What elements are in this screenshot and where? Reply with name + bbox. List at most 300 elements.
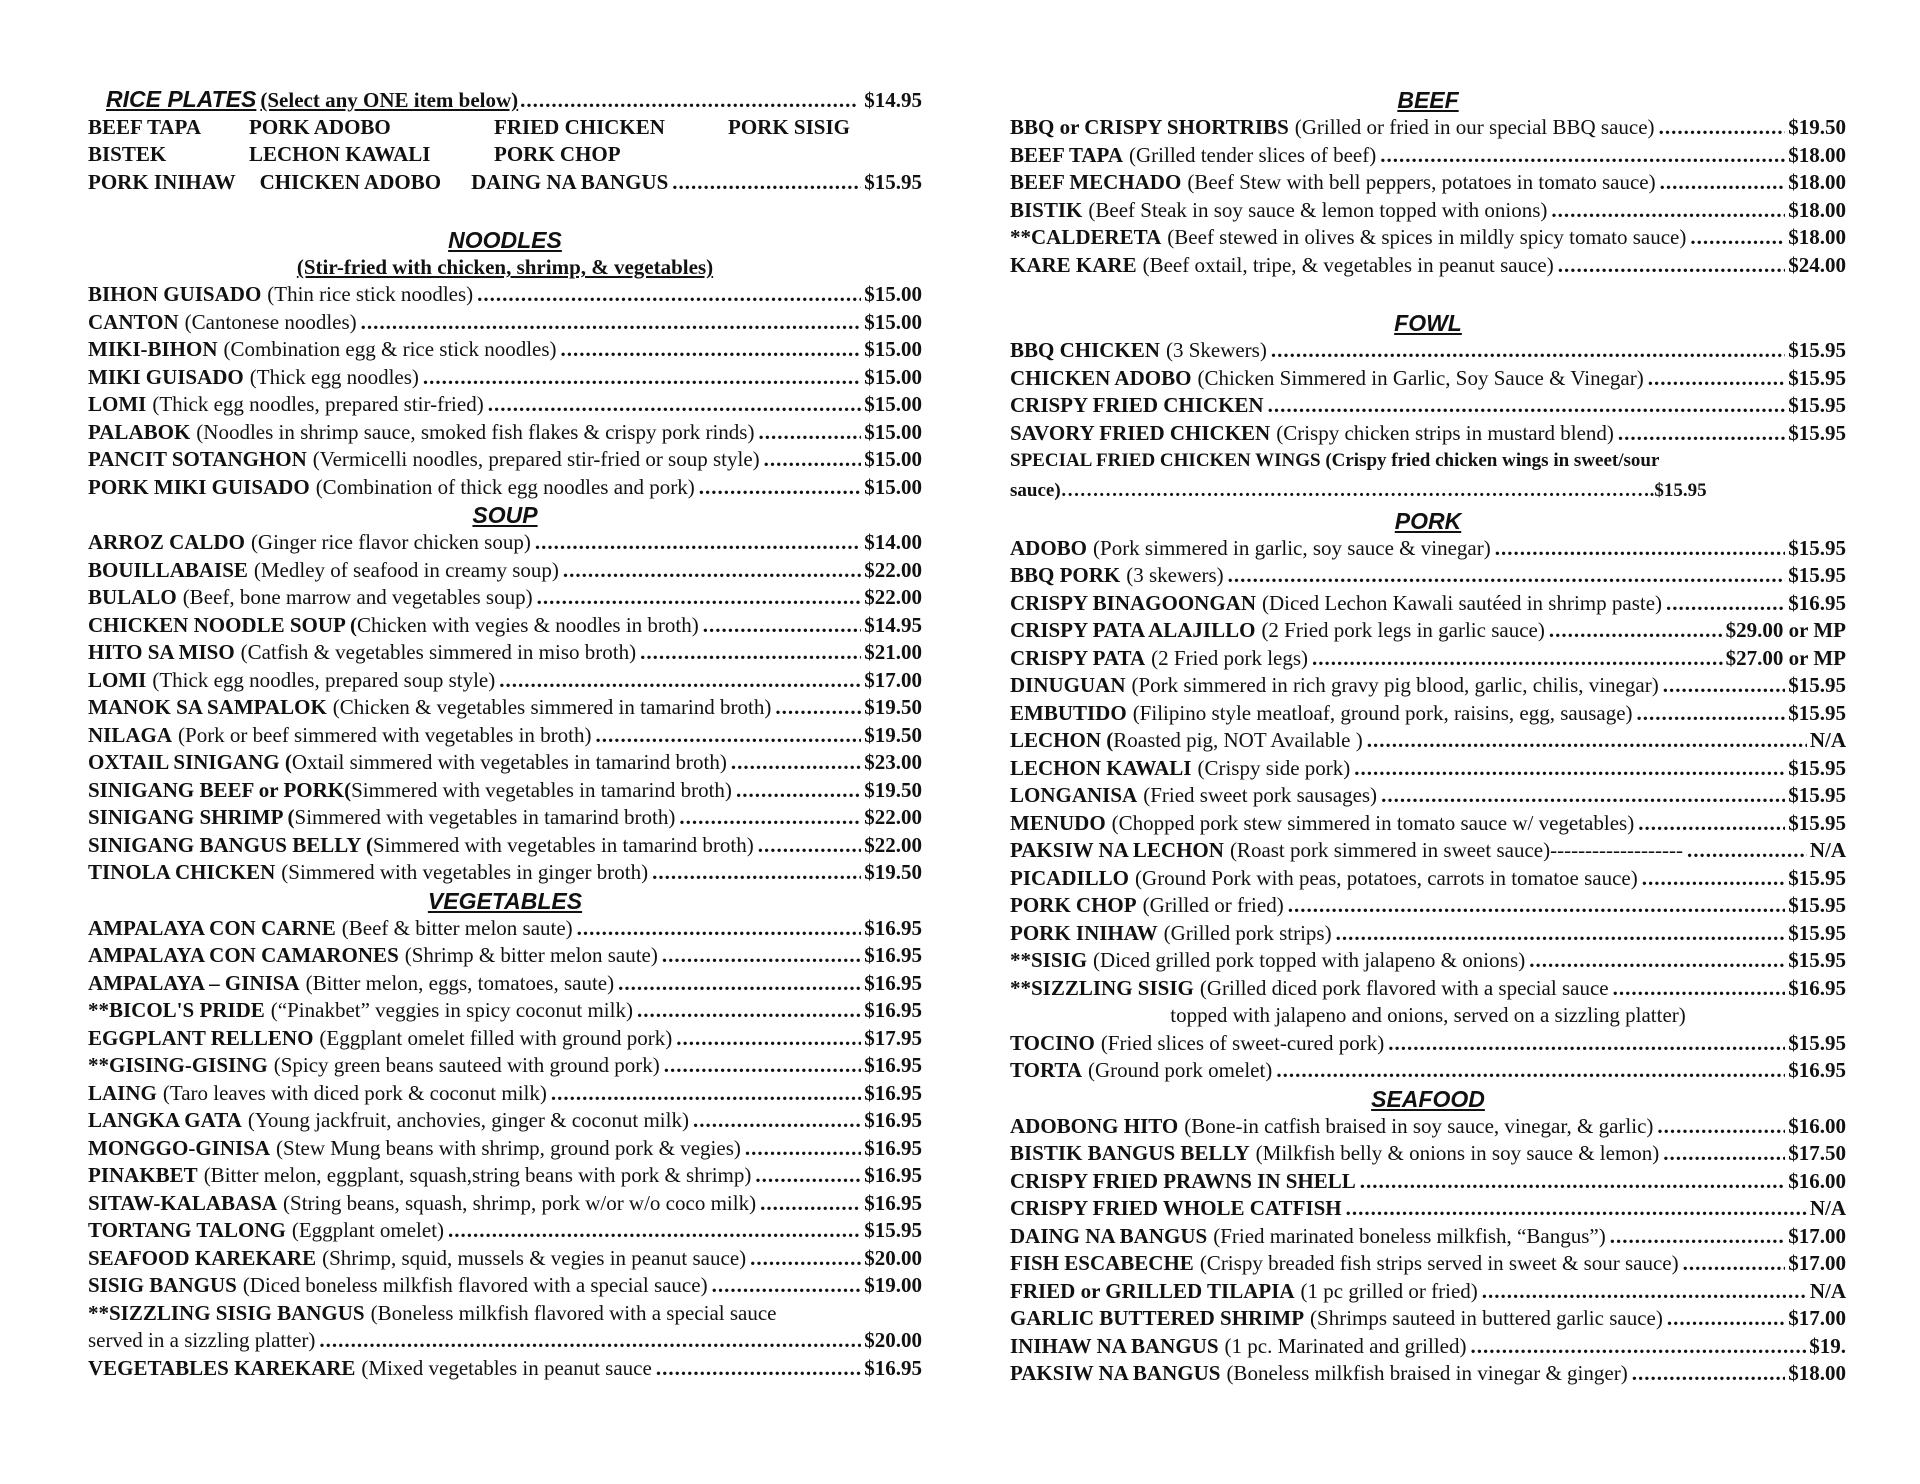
wings-line-1: SPECIAL FRIED CHICKEN WINGS (Crispy fried chicken wings in sweet/sour — [1010, 450, 1660, 471]
item-price: N/A — [1809, 1196, 1846, 1220]
item-price: $15.00 — [864, 419, 922, 444]
item-desc: (Medley of seafood in creamy soup) — [253, 557, 559, 582]
item-name: SINIGANG SHRIMP ( — [88, 805, 295, 829]
item-price: $16.95 — [864, 970, 922, 995]
menu-item — [88, 832, 922, 860]
item-desc: (Chopped pork stew simmered in tomato sauce w/ vegetables) — [1111, 810, 1635, 835]
item-name: **BICOL'S PRIDE — [88, 998, 265, 1022]
rice-option: DAING NA BANGUS — [471, 169, 669, 194]
item-desc: (Bitter melon, eggs, tomatoes, saute) — [305, 970, 615, 995]
item-desc: (1 pc grilled or fried) — [1300, 1278, 1478, 1303]
item-desc: (Bone-in catfish braised in soy sauce, vinegar, & garlic) — [1184, 1113, 1654, 1138]
noodles-heading: NOODLES — [448, 227, 562, 253]
item-desc: (Boneless milkfish flavored with a special sauce — [370, 1300, 777, 1325]
menu-item — [1010, 947, 1846, 975]
noodles-subtitle: (Stir-fried with chicken, shrimp, & vegetables) — [296, 255, 714, 279]
menu-item — [1010, 590, 1846, 618]
menu-item — [1010, 1305, 1846, 1333]
fowl-list — [1010, 337, 1846, 447]
item-name: SEAFOOD KAREKARE — [88, 1245, 317, 1270]
item-name: SAVORY FRIED CHICKEN — [1010, 420, 1271, 445]
item-name: DAING NA BANGUS — [1010, 1223, 1208, 1248]
item-name: PINAKBET — [88, 1163, 198, 1187]
item-desc: (Beef Stew with bell peppers, potatoes in tomato sauce) — [1187, 170, 1656, 194]
menu-item — [1010, 420, 1846, 448]
item-name: LANGKA GATA — [88, 1108, 242, 1132]
item-price: $17.00 — [1788, 1306, 1846, 1330]
soup-list — [88, 529, 922, 887]
item-desc: (Vermicelli noodles, prepared stir-fried or soup style) — [312, 447, 760, 471]
menu-item — [1010, 1113, 1846, 1141]
item-price: $16.95 — [864, 1108, 922, 1132]
item-name: CRISPY PATA — [1010, 645, 1146, 670]
menu-item — [88, 1135, 922, 1163]
item-desc: (“Pinakbet” veggies in spicy coconut milk) — [270, 998, 633, 1022]
menu-item-continued — [88, 1327, 922, 1355]
item-price: $15.95 — [1788, 865, 1846, 890]
menu-item — [88, 309, 922, 337]
item-desc: (Beef stewed in olives & spices in mildly spicy tomato sauce) — [1167, 225, 1687, 249]
item-name: BBQ or CRISPY SHORTRIBS — [1010, 115, 1289, 139]
item-price: $27.00 or MP — [1725, 645, 1846, 670]
item-desc: (Beef & bitter melon saute) — [341, 915, 573, 940]
menu-item — [88, 1052, 922, 1080]
wings-line-2 — [1010, 475, 1846, 507]
item-name: AMPALAYA – GINISA — [88, 970, 300, 995]
menu-item — [1010, 1057, 1846, 1085]
item-desc: (Pork or beef simmered with vegetables in broth) — [178, 722, 592, 747]
item-price: $22.00 — [864, 805, 922, 829]
item-price: $14.00 — [864, 530, 922, 554]
item-desc: (Thin rice stick noodles) — [267, 282, 474, 306]
item-desc: (Simmered with vegetables in ginger broth) — [281, 860, 649, 884]
item-desc: (Beef Steak in soy sauce & lemon topped with onions) — [1088, 197, 1548, 222]
item-price: $16.00 — [1788, 1168, 1846, 1193]
item-desc: (Crispy chicken strips in mustard blend) — [1276, 420, 1614, 445]
item-price: $19.50 — [864, 722, 922, 747]
menu-item — [88, 639, 922, 667]
menu-item — [88, 942, 922, 970]
menu-item — [88, 749, 922, 777]
item-price: $18.00 — [1788, 1361, 1846, 1385]
menu-item — [88, 970, 922, 998]
item-name: GARLIC BUTTERED SHRIMP — [1010, 1306, 1305, 1330]
menu-item — [1010, 252, 1846, 280]
item-price: $20.00 — [864, 1245, 922, 1270]
item-desc: (Grilled or fried) — [1142, 893, 1284, 917]
rice-plates-line-2 — [88, 141, 922, 169]
item-desc: Simmered with vegetables in tamarind broth) — [372, 832, 754, 857]
item-desc: (Thick egg noodles, prepared soup style) — [152, 667, 496, 692]
item-price: $15.95 — [1788, 783, 1846, 807]
item-price: $15.95 — [1788, 893, 1846, 917]
item-desc: (Chicken & vegetables simmered in tamarind broth) — [332, 695, 772, 719]
item-name: ARROZ CALDO — [88, 530, 245, 554]
item-price: $15.95 — [1788, 365, 1846, 390]
item-price: $16.95 — [864, 1053, 922, 1077]
item-desc: (Grilled pork strips) — [1163, 920, 1332, 945]
menu-item — [88, 612, 922, 640]
menu-item — [1010, 169, 1846, 197]
item-name: SITAW-KALABASA — [88, 1190, 278, 1215]
item-name: BISTIK BANGUS BELLY — [1010, 1141, 1250, 1165]
menu-item — [1010, 755, 1846, 783]
item-name: ADOBONG HITO — [1010, 1113, 1179, 1138]
vegetables-list — [88, 915, 922, 1300]
item-price: $15.95 — [1788, 948, 1846, 972]
item-price: $22.00 — [864, 585, 922, 609]
item-desc: (Grilled or fried in our special BBQ sauce) — [1294, 115, 1655, 139]
menu-item — [88, 336, 922, 364]
item-price: $15.95 — [1788, 700, 1846, 725]
item-price: $16.95 — [864, 1163, 922, 1187]
item-desc: (Fried marinated boneless milkfish, “Bangus”) — [1213, 1223, 1606, 1248]
rice-option: BISTEK — [88, 142, 167, 166]
item-desc: Oxtail simmered with vegetables in tamarind broth) — [291, 750, 727, 774]
item-desc: (Bitter melon, eggplant, squash,string beans with pork & shrimp) — [203, 1163, 752, 1187]
item-name: MONGGO-GINISA — [88, 1135, 271, 1160]
item-name: PICADILLO — [1010, 865, 1130, 890]
rice-option: LECHON KAWALI — [249, 142, 431, 166]
item-price: $15.95 — [1788, 338, 1846, 362]
item-name: **SISIG — [1010, 948, 1088, 972]
rice-plates-heading — [88, 86, 922, 114]
item-price: $15.00 — [864, 474, 922, 499]
menu-item — [1010, 392, 1846, 420]
item-desc: (Thick egg noodles) — [249, 364, 419, 389]
item-name: LECHON KAWALI — [1010, 755, 1192, 780]
item-desc: (Crispy side pork) — [1197, 755, 1351, 780]
rice-option: PORK INIHAW — [88, 169, 236, 194]
item-price: $16.95 — [864, 943, 922, 967]
rice-plates-line-1 — [88, 114, 922, 142]
pork-heading: PORK — [1394, 507, 1462, 534]
item-price: $18.00 — [1788, 142, 1846, 167]
item-desc: (Boneless milkfish braised in vinegar & ginger) — [1226, 1361, 1628, 1385]
noodles-list — [88, 281, 922, 501]
item-price: $16.95 — [864, 998, 922, 1022]
item-price: $17.00 — [864, 667, 922, 692]
menu-item — [88, 1217, 922, 1245]
menu-item — [88, 915, 922, 943]
seafood-heading: SEAFOOD — [1371, 1085, 1485, 1112]
item-name: LOMI — [88, 392, 147, 416]
item-desc: (2 Fried pork legs) — [1151, 645, 1309, 670]
rice-option: CHICKEN ADOBO — [259, 169, 442, 194]
item-name: PORK MIKI GUISADO — [88, 474, 310, 499]
item-name: PAKSIW NA BANGUS — [1010, 1361, 1221, 1385]
menu-item — [1010, 1278, 1846, 1306]
item-price: $15.95 — [1788, 535, 1846, 560]
item-desc: (Grilled diced pork flavored with a special sauce — [1199, 975, 1609, 1000]
item-name: MIKI-BIHON — [88, 337, 218, 361]
menu-item — [1010, 672, 1846, 700]
item-desc: (Ground pork omelet) — [1088, 1058, 1273, 1082]
item-name: CANTON — [88, 309, 179, 334]
menu-item — [1010, 1250, 1846, 1278]
menu-item — [1010, 700, 1846, 728]
item-name: **GISING-GISING — [88, 1053, 268, 1077]
menu-item — [88, 557, 922, 585]
menu-item — [88, 446, 922, 474]
item-name: LAING — [88, 1080, 157, 1105]
item-price: $16.95 — [864, 1355, 922, 1380]
item-name: BBQ PORK — [1010, 563, 1121, 587]
seafood-list — [1010, 1113, 1846, 1388]
item-name: CHICKEN ADOBO — [1010, 365, 1192, 390]
menu-item — [88, 997, 922, 1025]
menu-item — [1010, 810, 1846, 838]
item-name: CRISPY FRIED CHICKEN — [1010, 393, 1264, 417]
menu-item — [1010, 337, 1846, 365]
item-desc: (Cantonese noodles) — [184, 309, 357, 334]
item-price: $15.95 — [1788, 393, 1846, 417]
item-price: $15.00 — [864, 337, 922, 361]
rice-plates-line-3-price: $15.95 — [864, 169, 922, 194]
item-price: $15.95 — [864, 1218, 922, 1242]
item-name: PORK INIHAW — [1010, 920, 1158, 945]
item-desc: (Stew Mung beans with shrimp, ground pork & vegies) — [276, 1135, 741, 1160]
item-price: $29.00 or MP — [1725, 618, 1846, 642]
menu-item — [88, 1245, 922, 1273]
item-price: $15.95 — [1788, 1030, 1846, 1055]
menu-item — [88, 391, 922, 419]
item-name: SINIGANG BANGUS BELLY ( — [88, 832, 373, 857]
menu-item — [88, 584, 922, 612]
wings-line-2-text: sauce)…………………………………………………………………………………. — [1010, 479, 1655, 501]
menu-item — [88, 419, 922, 447]
menu-item — [1010, 1360, 1846, 1388]
vegetables-heading: VEGETABLES — [427, 887, 583, 914]
item-price: $15.95 — [1788, 420, 1846, 445]
item-desc: Chicken with vegies & noodles in broth) — [356, 612, 699, 637]
item-name: BULALO — [88, 585, 177, 609]
item-name: AMPALAYA CON CAMARONES — [88, 943, 399, 967]
item-price: $22.00 — [864, 557, 922, 582]
item-name: TORTA — [1010, 1058, 1083, 1082]
menu-item — [1010, 892, 1846, 920]
menu-item — [88, 1107, 922, 1135]
item-price: $16.95 — [1788, 590, 1846, 615]
item-name: CRISPY FRIED PRAWNS IN SHELL — [1010, 1168, 1356, 1193]
item-price: $23.00 — [864, 750, 922, 774]
item-desc: (Noodles in shrimp sauce, smoked fish flakes & crispy pork rinds) — [196, 419, 755, 444]
rice-plates-line-3 — [88, 169, 922, 197]
menu-item — [1010, 1030, 1846, 1058]
item-desc: (Ginger rice flavor chicken soup) — [250, 530, 531, 554]
rice-option: PORK CHOP — [494, 142, 621, 166]
item-name: BISTIK — [1010, 197, 1083, 222]
item-desc: (1 pc. Marinated and grilled) — [1224, 1333, 1467, 1358]
right-column — [1010, 86, 1846, 1388]
item-desc: (Pork simmered in rich gravy pig blood, garlic, chilis, vinegar) — [1131, 673, 1659, 697]
item-desc: (Ground Pork with peas, potatoes, carrots in tomatoe sauce) — [1135, 865, 1638, 890]
item-desc: (Shrimp & bitter melon saute) — [404, 943, 658, 967]
item-name: INIHAW NA BANGUS — [1010, 1333, 1219, 1358]
item-name: BEEF TAPA — [1010, 142, 1123, 167]
menu-item — [88, 694, 922, 722]
item-name: **SIZZLING SISIG — [1010, 975, 1194, 1000]
menu-item — [88, 474, 922, 502]
menu-item — [1010, 1140, 1846, 1168]
item-desc: (Pork simmered in garlic, soy sauce & vinegar) — [1093, 535, 1491, 560]
item-desc: (Eggplant omelet filled with ground pork) — [319, 1025, 673, 1050]
item-name: AMPALAYA CON CARNE — [88, 915, 336, 940]
menu-item — [88, 777, 922, 805]
item-price: $18.00 — [1788, 197, 1846, 222]
item-desc: Roasted pig, NOT Available ) — [1113, 728, 1363, 752]
item-desc: (Filipino style meatloaf, ground pork, raisins, egg, sausage) — [1132, 700, 1633, 725]
menu-item — [1010, 727, 1846, 755]
beef-heading: BEEF — [1397, 87, 1459, 113]
item-desc: (Diced Lechon Kawali sautéed in shrimp paste) — [1262, 590, 1663, 615]
item-price: $15.00 — [864, 447, 922, 471]
item-price: $15.95 — [1788, 563, 1846, 587]
item-name: EMBUTIDO — [1010, 700, 1127, 725]
menu-item — [1010, 114, 1846, 142]
item-name: MANOK SA SAMPALOK — [88, 695, 327, 719]
item-price: $15.00 — [864, 392, 922, 416]
fowl-heading: FOWL — [1394, 310, 1462, 336]
item-price: $15.00 — [864, 282, 922, 306]
item-desc: (Catfish & vegetables simmered in miso broth) — [240, 640, 637, 664]
left-column — [88, 86, 922, 1382]
menu-item — [88, 722, 922, 750]
item-desc: (Mixed vegetables in peanut sauce — [361, 1355, 652, 1380]
item-name: KARE KARE — [1010, 252, 1137, 277]
menu-item — [1010, 535, 1846, 563]
item-price: $21.00 — [864, 640, 922, 664]
item-name: SISIG BANGUS — [88, 1273, 237, 1297]
item-price: $15.95 — [1788, 673, 1846, 697]
menu-item — [1010, 837, 1846, 865]
menu-item — [1010, 562, 1846, 590]
menu-item — [88, 1025, 922, 1053]
item-desc: (Young jackfruit, anchovies, ginger & coconut milk) — [247, 1108, 689, 1132]
menu-item — [1010, 197, 1846, 225]
item-name: MENUDO — [1010, 810, 1106, 835]
item-desc-continued: served in a sizzling platter) — [88, 1328, 316, 1352]
menu-item — [1010, 1223, 1846, 1251]
item-name: LOMI — [88, 667, 147, 692]
item-name: CRISPY FRIED WHOLE CATFISH — [1010, 1196, 1342, 1220]
pork-list — [1010, 535, 1846, 1003]
item-name: EGGPLANT RELLENO — [88, 1025, 314, 1050]
item-desc: (Beef, bone marrow and vegetables soup) — [182, 585, 533, 609]
item-name: **SIZZLING SISIG BANGUS — [88, 1300, 365, 1325]
item-desc: (Combination egg & rice stick noodles) — [223, 337, 557, 361]
item-desc: (Fried slices of sweet-cured pork) — [1100, 1030, 1385, 1055]
menu-item — [1010, 645, 1846, 673]
rice-option: PORK SISIG — [728, 114, 850, 139]
menu-item — [88, 1300, 922, 1328]
item-price: $19.50 — [1788, 115, 1846, 139]
menu-item — [1010, 617, 1846, 645]
wings-price: $15.95 — [1654, 479, 1707, 501]
item-desc: (Milkfish belly & onions in soy sauce & lemon) — [1255, 1141, 1660, 1165]
item-desc: (3 skewers) — [1126, 563, 1224, 587]
menu-item — [88, 364, 922, 392]
item-name: **CALDERETA — [1010, 225, 1162, 249]
item-name: TORTANG TALONG — [88, 1218, 286, 1242]
menu-item — [1010, 365, 1846, 393]
item-price: $15.95 — [1788, 920, 1846, 945]
item-price: $14.95 — [864, 612, 922, 637]
item-desc: (Fried sweet pork sausages) — [1143, 783, 1378, 807]
item-price: $17.95 — [864, 1025, 922, 1050]
item-name: BOUILLABAISE — [88, 557, 248, 582]
item-desc: (2 Fried pork legs in garlic sauce) — [1261, 618, 1545, 642]
item-price: $16.95 — [1788, 975, 1846, 1000]
item-price: $15.00 — [864, 309, 922, 334]
item-price: $16.95 — [864, 915, 922, 940]
item-name: PAKSIW NA LECHON — [1010, 838, 1224, 862]
menu-item — [88, 1162, 922, 1190]
item-desc: (Shrimps sauteed in buttered garlic sauce) — [1310, 1306, 1663, 1330]
item-name: FRIED or GRILLED TILAPIA — [1010, 1278, 1295, 1303]
menu-item — [1010, 1168, 1846, 1196]
menu-item — [1010, 224, 1846, 252]
item-desc: (3 Skewers) — [1165, 338, 1267, 362]
item-price: $16.95 — [864, 1080, 922, 1105]
item-desc: (Diced grilled pork topped with jalapeno & onions) — [1093, 948, 1526, 972]
rice-plates-price: $14.95 — [864, 88, 922, 112]
menu-item — [1010, 975, 1846, 1003]
item-price: N/A — [1809, 838, 1846, 862]
item-name: FISH ESCABECHE — [1010, 1251, 1194, 1275]
menu-item — [88, 1272, 922, 1300]
item-price: $15.95 — [1788, 755, 1846, 780]
item-desc: (Grilled tender slices of beef) — [1129, 142, 1377, 167]
menu-item — [1010, 865, 1846, 893]
item-price: $19.50 — [864, 860, 922, 884]
menu-item — [88, 859, 922, 887]
menu-item — [88, 804, 922, 832]
item-desc: (Crispy breaded fish strips served in sweet & sour sauce) — [1199, 1251, 1679, 1275]
menu-item — [1010, 782, 1846, 810]
item-name: LECHON ( — [1010, 728, 1114, 752]
item-name: SINIGANG BEEF or PORK( — [88, 777, 352, 802]
menu-item — [88, 281, 922, 309]
item-desc: (Beef oxtail, tripe, & vegetables in peanut sauce) — [1142, 252, 1554, 277]
item-price: N/A — [1809, 1278, 1846, 1303]
item-name: BBQ CHICKEN — [1010, 338, 1160, 362]
item-name: CHICKEN NOODLE SOUP ( — [88, 612, 357, 637]
rice-option: BEEF TAPA — [88, 114, 201, 139]
pork-list-tail — [1010, 1030, 1846, 1085]
item-desc: (Roast pork simmered in sweet sauce)------------------- — [1229, 838, 1683, 862]
item-price: $15.00 — [864, 364, 922, 389]
menu-item — [1010, 1195, 1846, 1223]
item-price: $20.00 — [864, 1328, 922, 1352]
menu-item — [88, 1190, 922, 1218]
item-price: $18.00 — [1788, 170, 1846, 194]
menu-item — [88, 529, 922, 557]
menu-item — [1010, 920, 1846, 948]
item-name: BIHON GUISADO — [88, 282, 262, 306]
menu-item — [88, 1355, 922, 1383]
item-price: $24.00 — [1788, 252, 1846, 277]
item-name: PANCIT SOTANGHON — [88, 447, 307, 471]
item-name: NILAGA — [88, 722, 173, 747]
item-desc: (Spicy green beans sauteed with ground pork) — [273, 1053, 660, 1077]
item-desc: (Taro leaves with diced pork & coconut milk) — [162, 1080, 547, 1105]
item-price: N/A — [1809, 728, 1846, 752]
rice-option: FRIED CHICKEN — [494, 114, 665, 139]
item-name: TINOLA CHICKEN — [88, 860, 276, 884]
rice-option: PORK ADOBO — [249, 114, 391, 139]
item-name: PORK CHOP — [1010, 893, 1137, 917]
